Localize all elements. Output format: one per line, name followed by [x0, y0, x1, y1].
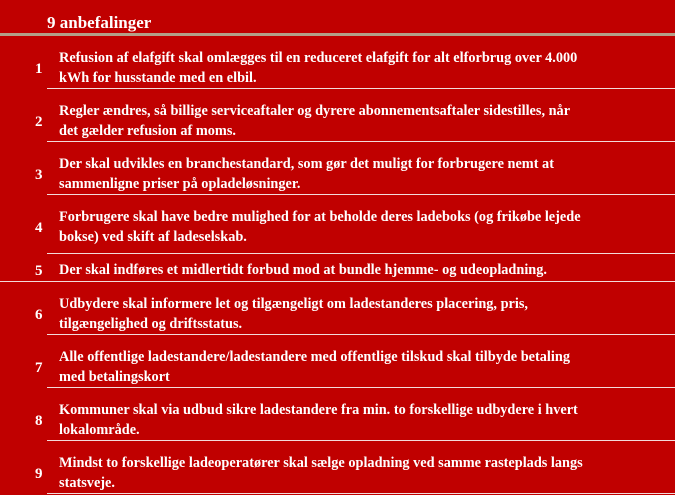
row-divider [47, 334, 675, 335]
recommendation-number: 3 [35, 167, 43, 183]
recommendation-text-line: tilgængelighed og driftsstatus. [59, 316, 243, 332]
row-divider [47, 141, 675, 142]
page-title: 9 anbefalinger [47, 13, 152, 32]
recommendation-text-line: Udbydere skal informere let og tilgængeligt om ladestanderes placering, pris, [59, 296, 528, 312]
recommendation-text-line: det gælder refusion af moms. [59, 123, 236, 139]
recommendation-number: 4 [35, 220, 43, 236]
recommendation-number: 6 [35, 307, 43, 323]
recommendation-number: 9 [35, 466, 43, 482]
recommendation-text-line: Alle offentlige ladestandere/ladestandere med offentlige tilskud skal tilbyde betaling [59, 349, 570, 365]
recommendation-number: 2 [35, 114, 43, 130]
recommendation-text-line: Kommuner skal via udbud sikre ladestandere fra min. to forskellige udbydere i hvert [59, 402, 578, 418]
recommendation-text-line: kWh for husstande med en elbil. [59, 70, 257, 86]
recommendation-text-line: med betalingskort [59, 369, 170, 385]
recommendation-text-line: Der skal udvikles en branchestandard, som gør det muligt for forbrugere nemt at [59, 156, 554, 172]
recommendation-text-line: Der skal indføres et midlertidt forbud mod at bundle hjemme- og udeopladning. [59, 262, 547, 278]
recommendation-number: 5 [35, 263, 43, 279]
row-divider [47, 253, 675, 254]
recommendation-text-line: Refusion af elafgift skal omlægges til en reduceret elafgift for alt elforbrug over 4.000 [59, 50, 578, 66]
recommendation-number: 7 [35, 360, 43, 376]
recommendation-text-line: bokse) ved skift af ladeselskab. [59, 229, 247, 245]
recommendation-text-line: Regler ændres, så billige serviceaftaler og dyrere abonnementsaftaler sidestilles, når [59, 103, 571, 119]
row-divider [47, 493, 675, 494]
recommendation-text-line: sammenligne priser på opladeløsninger. [59, 176, 301, 192]
recommendation-text-line: Forbrugere skal have bedre mulighed for at beholde deres ladeboks (og frikøbe lejede [59, 209, 581, 225]
recommendation-number: 8 [35, 413, 43, 429]
row-divider [0, 281, 675, 282]
row-divider [47, 88, 675, 89]
recommendation-text-line: lokalområde. [59, 422, 140, 438]
row-divider [47, 387, 675, 388]
recommendation-text-line: Mindst to forskellige ladeoperatører skal sælge opladning ved samme rasteplads langs [59, 455, 583, 471]
title-divider [0, 33, 675, 36]
recommendation-text-line: statsveje. [59, 475, 115, 491]
recommendation-number: 1 [35, 61, 43, 77]
row-divider [47, 194, 675, 195]
row-divider [47, 440, 675, 441]
